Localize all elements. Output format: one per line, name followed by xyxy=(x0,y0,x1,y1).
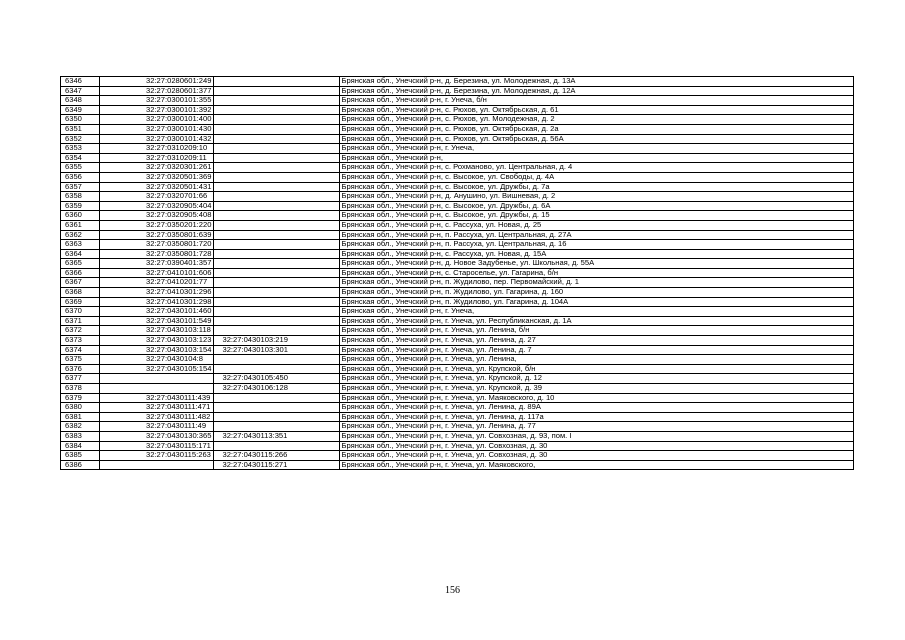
page-number: 156 xyxy=(445,585,460,596)
row-number-cell: 6352 xyxy=(61,134,100,144)
table-row xyxy=(61,460,854,470)
address-cell: Брянская обл., Унечский р-н, г. Унеча, ул. Крупской, б/н xyxy=(340,364,854,374)
table-row xyxy=(61,240,854,250)
related-cadastral-number-cell xyxy=(214,307,340,317)
cadastral-number-cell: 32:27:0310209:10 xyxy=(100,144,214,154)
table-row xyxy=(61,153,854,163)
row-number-cell: 6347 xyxy=(61,86,100,96)
related-cadastral-number-cell xyxy=(214,134,340,144)
related-cadastral-number-cell xyxy=(214,192,340,202)
related-cadastral-number-cell xyxy=(214,86,340,96)
table-row xyxy=(61,268,854,278)
row-number-cell: 6374 xyxy=(61,345,100,355)
related-cadastral-number-cell xyxy=(214,211,340,221)
row-number-cell: 6379 xyxy=(61,393,100,403)
related-cadastral-number-cell: 32:27:0430103:301 xyxy=(214,345,340,355)
row-number-cell: 6378 xyxy=(61,384,100,394)
related-cadastral-number-cell xyxy=(214,153,340,163)
address-cell: Брянская обл., Унечский р-н, г. Унеча, ул. Совхозная, д. 30 xyxy=(340,451,854,461)
related-cadastral-number-cell xyxy=(214,278,340,288)
row-number-cell: 6362 xyxy=(61,230,100,240)
table-row xyxy=(61,431,854,441)
table-row xyxy=(61,77,854,87)
cadastral-number-cell: 32:27:0300101:430 xyxy=(100,124,214,134)
table-row xyxy=(61,192,854,202)
address-cell: Брянская обл., Унечский р-н, с. Высокое, ул. Дружбы, д. 6А xyxy=(340,201,854,211)
address-cell: Брянская обл., Унечский р-н, г. Унеча, ул. Совхозная, д. 93, пом. I xyxy=(340,431,854,441)
cadastral-number-cell: 32:27:0300101:432 xyxy=(100,134,214,144)
address-cell: Брянская обл., Унечский р-н, с. Рюхов, ул. Октябрьская, д. 56А xyxy=(340,134,854,144)
address-cell: Брянская обл., Унечский р-н, с. Рюхов, ул. Октябрьская, д. 61 xyxy=(340,105,854,115)
table-row xyxy=(61,144,854,154)
row-number-cell: 6351 xyxy=(61,124,100,134)
address-cell: Брянская обл., Унечский р-н, с. Высокое, ул. Дружбы, д. 7а xyxy=(340,182,854,192)
row-number-cell: 6361 xyxy=(61,220,100,230)
table-row xyxy=(61,115,854,125)
related-cadastral-number-cell xyxy=(214,288,340,298)
related-cadastral-number-cell xyxy=(214,163,340,173)
cadastral-number-cell: 32:27:0430103:154 xyxy=(100,345,214,355)
cadastral-number-cell: 32:27:0410301:298 xyxy=(100,297,214,307)
cadastral-number-cell: 32:27:0300101:400 xyxy=(100,115,214,125)
table-row xyxy=(61,355,854,365)
table-row xyxy=(61,163,854,173)
related-cadastral-number-cell xyxy=(214,326,340,336)
cadastral-number-cell xyxy=(100,384,214,394)
related-cadastral-number-cell xyxy=(214,441,340,451)
row-number-cell: 6353 xyxy=(61,144,100,154)
address-cell: Брянская обл., Унечский р-н, г. Унеча, ул. Маяковского, д. 10 xyxy=(340,393,854,403)
related-cadastral-number-cell xyxy=(214,393,340,403)
table-row xyxy=(61,220,854,230)
row-number-cell: 6380 xyxy=(61,403,100,413)
cadastral-number-cell: 32:27:0280601:249 xyxy=(100,77,214,87)
address-cell: Брянская обл., Унечский р-н, г. Унеча, ул. Республиканская, д. 1А xyxy=(340,316,854,326)
related-cadastral-number-cell xyxy=(214,364,340,374)
row-number-cell: 6382 xyxy=(61,422,100,432)
related-cadastral-number-cell xyxy=(214,268,340,278)
row-number-cell: 6386 xyxy=(61,460,100,470)
row-number-cell: 6346 xyxy=(61,77,100,87)
row-number-cell: 6356 xyxy=(61,172,100,182)
cadastral-number-cell: 32:27:0430101:460 xyxy=(100,307,214,317)
table-row xyxy=(61,364,854,374)
table-row xyxy=(61,297,854,307)
related-cadastral-number-cell: 32:27:0430115:266 xyxy=(214,451,340,461)
table-row xyxy=(61,326,854,336)
cadastral-number-cell: 32:27:0350801:720 xyxy=(100,240,214,250)
table-row xyxy=(61,86,854,96)
address-cell: Брянская обл., Унечский р-н, г. Унеча, ул. Маяковского, xyxy=(340,460,854,470)
row-number-cell: 6370 xyxy=(61,307,100,317)
related-cadastral-number-cell: 32:27:0430113:351 xyxy=(214,431,340,441)
table-row xyxy=(61,134,854,144)
cadastral-number-cell: 32:27:0320501:369 xyxy=(100,172,214,182)
related-cadastral-number-cell xyxy=(214,144,340,154)
table-row xyxy=(61,393,854,403)
address-cell: Брянская обл., Унечский р-н, г. Унеча, ул. Ленина, д. 77 xyxy=(340,422,854,432)
cadastral-number-cell: 32:27:0350201:220 xyxy=(100,220,214,230)
row-number-cell: 6355 xyxy=(61,163,100,173)
related-cadastral-number-cell: 32:27:0430105:450 xyxy=(214,374,340,384)
table-row xyxy=(61,124,854,134)
cadastral-number-cell: 32:27:0320301:261 xyxy=(100,163,214,173)
related-cadastral-number-cell xyxy=(214,124,340,134)
related-cadastral-number-cell xyxy=(214,182,340,192)
address-cell: Брянская обл., Унечский р-н, с. Рохманово, ул. Центральная, д. 4 xyxy=(340,163,854,173)
row-number-cell: 6366 xyxy=(61,268,100,278)
address-cell: Брянская обл., Унечский р-н, с. Староселье, ул. Гагарина, б/н xyxy=(340,268,854,278)
row-number-cell: 6375 xyxy=(61,355,100,365)
table-row xyxy=(61,278,854,288)
table-row xyxy=(61,412,854,422)
address-cell: Брянская обл., Унечский р-н, с. Рассуха, ул. Новая, д. 25 xyxy=(340,220,854,230)
table-row xyxy=(61,441,854,451)
address-cell: Брянская обл., Унечский р-н, г. Унеча, ул. Совхозная, д. 30 xyxy=(340,441,854,451)
related-cadastral-number-cell xyxy=(214,403,340,413)
records-table xyxy=(60,76,854,470)
related-cadastral-number-cell: 32:27:0430106:128 xyxy=(214,384,340,394)
row-number-cell: 6368 xyxy=(61,288,100,298)
related-cadastral-number-cell xyxy=(214,230,340,240)
cadastral-number-cell: 32:27:0430104:8 xyxy=(100,355,214,365)
cadastral-number-cell: 32:27:0430111:482 xyxy=(100,412,214,422)
address-cell: Брянская обл., Унечский р-н, с. Высокое, ул. Дружбы, д. 15 xyxy=(340,211,854,221)
related-cadastral-number-cell xyxy=(214,77,340,87)
row-number-cell: 6349 xyxy=(61,105,100,115)
cadastral-number-cell: 32:27:0410101:606 xyxy=(100,268,214,278)
table-row xyxy=(61,211,854,221)
table-row xyxy=(61,336,854,346)
cadastral-number-cell: 32:27:0430130:365 xyxy=(100,431,214,441)
row-number-cell: 6376 xyxy=(61,364,100,374)
cadastral-number-cell: 32:27:0350801:728 xyxy=(100,249,214,259)
row-number-cell: 6365 xyxy=(61,259,100,269)
table-row xyxy=(61,259,854,269)
related-cadastral-number-cell xyxy=(214,355,340,365)
address-cell: Брянская обл., Унечский р-н, г. Унеча, ул. Ленина, д. 27 xyxy=(340,336,854,346)
row-number-cell: 6381 xyxy=(61,412,100,422)
related-cadastral-number-cell: 32:27:0430103:219 xyxy=(214,336,340,346)
cadastral-number-cell: 32:27:0430101:549 xyxy=(100,316,214,326)
row-number-cell: 6371 xyxy=(61,316,100,326)
table-row xyxy=(61,403,854,413)
table-row xyxy=(61,96,854,106)
address-cell: Брянская обл., Унечский р-н, г. Унеча, ул. Крупской, д. 39 xyxy=(340,384,854,394)
address-cell: Брянская обл., Унечский р-н, xyxy=(340,153,854,163)
row-number-cell: 6372 xyxy=(61,326,100,336)
cadastral-number-cell: 32:27:0430115:171 xyxy=(100,441,214,451)
related-cadastral-number-cell: 32:27:0430115:271 xyxy=(214,460,340,470)
row-number-cell: 6385 xyxy=(61,451,100,461)
related-cadastral-number-cell xyxy=(214,115,340,125)
cadastral-number-cell: 32:27:0300101:392 xyxy=(100,105,214,115)
cadastral-number-cell: 32:27:0320501:431 xyxy=(100,182,214,192)
row-number-cell: 6360 xyxy=(61,211,100,221)
address-cell: Брянская обл., Унечский р-н, г. Унеча, ул. Ленина, б/н xyxy=(340,326,854,336)
row-number-cell: 6359 xyxy=(61,201,100,211)
table-row xyxy=(61,172,854,182)
related-cadastral-number-cell xyxy=(214,422,340,432)
records-table-body xyxy=(61,77,854,470)
table-row xyxy=(61,345,854,355)
row-number-cell: 6369 xyxy=(61,297,100,307)
related-cadastral-number-cell xyxy=(214,412,340,422)
related-cadastral-number-cell xyxy=(214,105,340,115)
table-row xyxy=(61,384,854,394)
row-number-cell: 6373 xyxy=(61,336,100,346)
cadastral-number-cell: 32:27:0430111:471 xyxy=(100,403,214,413)
related-cadastral-number-cell xyxy=(214,249,340,259)
address-cell: Брянская обл., Унечский р-н, г. Унеча, ул. Ленина, xyxy=(340,355,854,365)
table-row xyxy=(61,422,854,432)
address-cell: Брянская обл., Унечский р-н, г. Унеча, ул. Крупской, д. 12 xyxy=(340,374,854,384)
row-number-cell: 6367 xyxy=(61,278,100,288)
cadastral-number-cell: 32:27:0430111:439 xyxy=(100,393,214,403)
address-cell: Брянская обл., Унечский р-н, г. Унеча, ул. Ленина, д. 117а xyxy=(340,412,854,422)
address-cell: Брянская обл., Унечский р-н, г. Унеча, ул. Ленина, д. 7 xyxy=(340,345,854,355)
address-cell: Брянская обл., Унечский р-н, с. Рассуха, ул. Новая, д. 15А xyxy=(340,249,854,259)
cadastral-number-cell: 32:27:0280601:377 xyxy=(100,86,214,96)
cadastral-number-cell xyxy=(100,460,214,470)
table-row xyxy=(61,249,854,259)
row-number-cell: 6358 xyxy=(61,192,100,202)
row-number-cell: 6384 xyxy=(61,441,100,451)
related-cadastral-number-cell xyxy=(214,240,340,250)
cadastral-number-cell: 32:27:0430103:118 xyxy=(100,326,214,336)
address-cell: Брянская обл., Унечский р-н, п. Жудилово, ул. Гагарина, д. 104А xyxy=(340,297,854,307)
cadastral-number-cell: 32:27:0430105:154 xyxy=(100,364,214,374)
cadastral-number-cell: 32:27:0430111:49 xyxy=(100,422,214,432)
address-cell: Брянская обл., Унечский р-н, п. Рассуха, ул. Центральная, д. 27А xyxy=(340,230,854,240)
cadastral-number-cell: 32:27:0300101:355 xyxy=(100,96,214,106)
cadastral-number-cell: 32:27:0430103:123 xyxy=(100,336,214,346)
cadastral-number-cell: 32:27:0320905:404 xyxy=(100,201,214,211)
row-number-cell: 6354 xyxy=(61,153,100,163)
cadastral-number-cell: 32:27:0310209:11 xyxy=(100,153,214,163)
table-row xyxy=(61,288,854,298)
cadastral-number-cell: 32:27:0410201:77 xyxy=(100,278,214,288)
table-row xyxy=(61,451,854,461)
address-cell: Брянская обл., Унечский р-н, п. Рассуха, ул. Центральная, д. 16 xyxy=(340,240,854,250)
row-number-cell: 6364 xyxy=(61,249,100,259)
related-cadastral-number-cell xyxy=(214,201,340,211)
address-cell: Брянская обл., Унечский р-н, д. Березина, ул. Молодежная, д. 13А xyxy=(340,77,854,87)
cadastral-number-cell: 32:27:0390401:357 xyxy=(100,259,214,269)
address-cell: Брянская обл., Унечский р-н, д. Новое Задубенье, ул. Школьная, д. 55А xyxy=(340,259,854,269)
address-cell: Брянская обл., Унечский р-н, п. Жудилово, пер. Первомайский, д. 1 xyxy=(340,278,854,288)
related-cadastral-number-cell xyxy=(214,297,340,307)
cadastral-number-cell: 32:27:0320701:66 xyxy=(100,192,214,202)
row-number-cell: 6383 xyxy=(61,431,100,441)
related-cadastral-number-cell xyxy=(214,316,340,326)
cadastral-number-cell: 32:27:0410301:296 xyxy=(100,288,214,298)
cadastral-number-cell: 32:27:0320905:408 xyxy=(100,211,214,221)
row-number-cell: 6350 xyxy=(61,115,100,125)
address-cell: Брянская обл., Унечский р-н, с. Рюхов, ул. Октябрьская, д. 2а xyxy=(340,124,854,134)
table-row xyxy=(61,105,854,115)
cadastral-number-cell: 32:27:0430115:263 xyxy=(100,451,214,461)
address-cell: Брянская обл., Унечский р-н, г. Унеча, xyxy=(340,144,854,154)
table-row xyxy=(61,230,854,240)
address-cell: Брянская обл., Унечский р-н, д. Березина, ул. Молодежная, д. 12А xyxy=(340,86,854,96)
cadastral-number-cell xyxy=(100,374,214,384)
cadastral-number-cell: 32:27:0350801:639 xyxy=(100,230,214,240)
address-cell: Брянская обл., Унечский р-н, д. Анушино, ул. Вишневая, д. 2 xyxy=(340,192,854,202)
address-cell: Брянская обл., Унечский р-н, с. Рюхов, ул. Молодежная, д. 2 xyxy=(340,115,854,125)
table-row xyxy=(61,182,854,192)
address-cell: Брянская обл., Унечский р-н, г. Унеча, ул. Ленина, д. 89А xyxy=(340,403,854,413)
address-cell: Брянская обл., Унечский р-н, г. Унеча, б/н xyxy=(340,96,854,106)
table-row xyxy=(61,307,854,317)
address-cell: Брянская обл., Унечский р-н, г. Унеча, xyxy=(340,307,854,317)
row-number-cell: 6363 xyxy=(61,240,100,250)
address-cell: Брянская обл., Унечский р-н, п. Жудилово, ул. Гагарина, д. 160 xyxy=(340,288,854,298)
row-number-cell: 6377 xyxy=(61,374,100,384)
address-cell: Брянская обл., Унечский р-н, с. Высокое, ул. Свободы, д. 4А xyxy=(340,172,854,182)
row-number-cell: 6357 xyxy=(61,182,100,192)
table-row xyxy=(61,201,854,211)
related-cadastral-number-cell xyxy=(214,172,340,182)
related-cadastral-number-cell xyxy=(214,220,340,230)
row-number-cell: 6348 xyxy=(61,96,100,106)
related-cadastral-number-cell xyxy=(214,259,340,269)
related-cadastral-number-cell xyxy=(214,96,340,106)
table-row xyxy=(61,374,854,384)
table-row xyxy=(61,316,854,326)
